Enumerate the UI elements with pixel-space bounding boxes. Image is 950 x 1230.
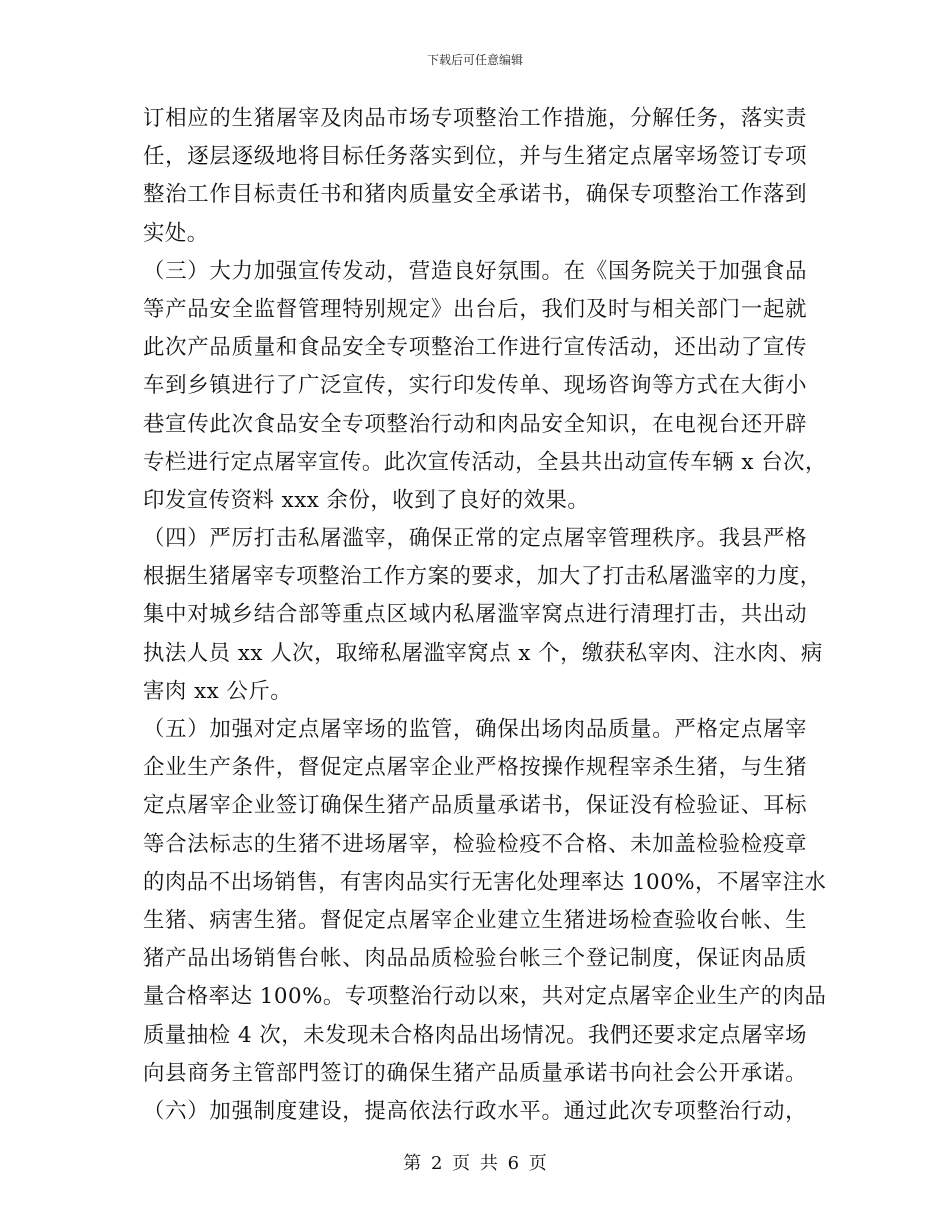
text-line: 企业生产条件，督促定点屠宰企业严格按操作规程宰杀生猪，与生猪 <box>143 755 807 781</box>
text-line: （四）严厉打击私屠滥宰，确保正常的定点屠宰管理秩序。我县严格 <box>143 526 807 552</box>
text-line: 此次产品质量和食品安全专项整治工作进行宣传活动，还出动了宣传 <box>143 335 807 361</box>
text-line: （三）大力加强宣传发动，营造良好氛围。在《国务院关于加强食品 <box>143 258 807 284</box>
text-line: 的肉品不出场销售，有害肉品实行无害化处理率达 100%，不屠宰注水 <box>143 869 827 895</box>
text-line: 专栏进行定点屠宰宣传。此次宣传活动，全县共出动宣传车辆 x 台次， <box>143 449 827 475</box>
text-line: 猪产品出场销售台帐、肉品品质检验台帐三个登记制度，保证肉品质 <box>143 946 807 972</box>
text-line: （六）加强制度建设，提高依法行政水平。通过此次专项整治行动， <box>143 1098 807 1124</box>
text-line: 生猪、病害生猪。督促定点屠宰企业建立生猪进场检查验收台帐、生 <box>143 907 807 933</box>
text-line: 车到乡镇进行了广泛宣传，实行印发传单、现场咨询等方式在大街小 <box>143 373 807 399</box>
text-line: 定点屠宰企业签订确保生猪产品质量承诺书，保证没有检验证、耳标 <box>143 793 807 819</box>
text-line: 等合法标志的生猪不进场屠宰，检验检疫不合格、未加盖检验检疫章 <box>143 831 807 857</box>
text-line: 实处。 <box>143 220 209 246</box>
text-line: 订相应的生猪屠宰及肉品市场专项整治工作措施，分解任务，落实责 <box>143 106 807 131</box>
page-header: 下载后可任意编辑 <box>426 53 523 67</box>
document-body <box>143 100 827 1131</box>
text-line: 向县商务主管部門签订的确保生猪产品质量承诺书向社会公开承诺。 <box>143 1060 807 1086</box>
text-line: 根据生猪屠宰专项整治工作方案的要求，加大了打击私屠滥宰的力度， <box>143 564 822 590</box>
text-line: 等产品安全监督管理特别规定》出台后，我们及时与相关部门一起就 <box>143 296 807 322</box>
text-line: 害肉 xx 公斤。 <box>143 678 293 704</box>
text-line: 印发宣传资料 xxx 余份，收到了良好的效果。 <box>143 487 590 513</box>
text-line: 量合格率达 100%。专项整治行动以來，共对定点屠宰企业生产的肉品 <box>143 984 827 1010</box>
page-footer: 第 2 页 共 6 页 <box>403 1153 547 1174</box>
text-line: 整治工作目标责任书和猪肉质量安全承诺书，确保专项整治工作落到 <box>143 182 807 208</box>
text-line: （五）加强对定点屠宰场的监管，确保出场肉品质量。严格定点屠宰 <box>143 717 807 742</box>
text-line: 任，逐层逐级地将目标任务落实到位，并与生猪定点屠宰场签订专项 <box>143 144 807 170</box>
text-line: 质量抽检 4 次，未发现未合格肉品出场情况。我們还要求定点屠宰场 <box>143 1022 807 1048</box>
text-line: 巷宣传此次食品安全专项整治行动和肉品安全知识，在电视台还开辟 <box>143 411 807 437</box>
text-line: 集中对城乡结合部等重点区域内私屠滥宰窝点进行清理打击，共出动 <box>143 602 807 628</box>
text-line: 执法人员 xx 人次，取缔私屠滥宰窝点 x 个，缴获私宰肉、注水肉、病 <box>143 640 823 666</box>
